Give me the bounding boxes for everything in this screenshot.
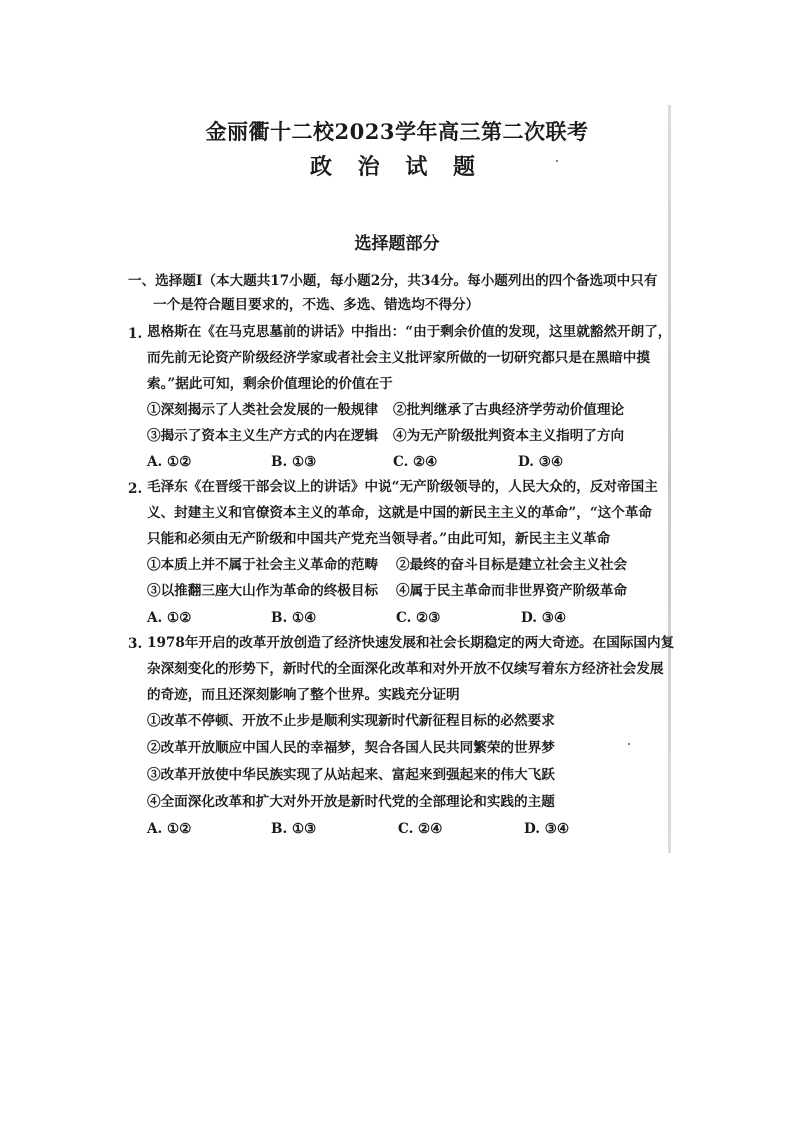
choice-c: C. ②④ (398, 821, 443, 837)
section-title: 选择题部分 (354, 234, 440, 254)
question-stem: 索。”据此可知，剩余价值理论的价值在于 (147, 376, 393, 392)
statement: ②批判继承了古典经济学劳动价值理论 (393, 402, 625, 418)
choice-a: A. ①② (147, 821, 192, 837)
choice-d: D. ③④ (524, 821, 570, 837)
choice-b: B. ①③ (271, 821, 317, 837)
statement: ④为无产阶级批判资本主义指明了方向 (393, 428, 625, 444)
choice-d: D. ③④ (521, 610, 567, 626)
question-number: 3. (128, 636, 143, 652)
scan-edge (668, 105, 671, 853)
instruction-line: 一个是符合题目要求的，不选、多选、错选均不得分） (153, 297, 480, 313)
statement: ③改革开放使中华民族实现了从站起来、富起来到强起来的伟大飞跃 (147, 767, 555, 783)
choice-b: B. ①③ (271, 454, 317, 470)
question-stem: 毛泽东《在晋绥干部会议上的讲话》中说“无产阶级领导的，人民大众的，反对帝国主 (147, 479, 658, 495)
choice-d: D. ③④ (518, 454, 564, 470)
statement: ②最终的奋斗目标是建立社会主义社会 (396, 557, 628, 573)
statement: ④属于民主革命而非世界资产阶级革命 (396, 583, 628, 599)
choice-c: C. ②③ (396, 610, 441, 626)
question-stem: 杂深刻变化的形势下，新时代的全面深化改革和对外开放不仅续写着东方经济社会发展 (147, 661, 664, 677)
statement: ③揭示了资本主义生产方式的内在逻辑 (147, 428, 379, 444)
question-stem: 1978年开启的改革开放创造了经济快速发展和社会长期稳定的两大奇迹。在国际国内复 (147, 635, 675, 651)
statement: ①深刻揭示了人类社会发展的一般规律 (147, 402, 379, 418)
scan-speck (628, 743, 630, 745)
question-number: 1. (128, 326, 143, 342)
subject-title: 政 治 试 题 (310, 154, 484, 180)
statement: ①改革不停顿、开放不止步是顺利实现新时代新征程目标的必然要求 (147, 713, 555, 729)
choice-c: C. ②④ (393, 454, 438, 470)
statement: ③以推翻三座大山作为革命的终极目标 (147, 583, 379, 599)
statement: ④全面深化改革和扩大对外开放是新时代党的全部理论和实践的主题 (147, 794, 555, 810)
statement: ①本质上并不属于社会主义革命的范畴 (147, 557, 379, 573)
choice-a: A. ①② (147, 610, 192, 626)
question-stem: 的奇迹，而且还深刻影响了整个世界。实践充分证明 (147, 687, 460, 703)
question-number: 2. (128, 481, 143, 497)
exam-title: 金丽衢十二校2023学年高三第二次联考 (205, 119, 589, 144)
question-stem: 义、封建主义和官僚资本主义的革命，这就是中国的新民主主义的革命”，“这个革命 (147, 505, 653, 521)
instruction-line: 一、选择题Ⅰ（本大题共17小题，每小题2分，共34分。每小题列出的四个备选项中只有 (128, 273, 658, 289)
question-stem: 恩格斯在《在马克思墓前的讲话》中指出：“由于剩余价值的发现，这里就豁然开朗了， (147, 324, 672, 340)
question-stem: 只能和必须由无产阶级和中国共产党充当领导者。”由此可知，新民主主义革命 (147, 531, 611, 547)
choice-a: A. ①② (147, 454, 192, 470)
question-stem: 而先前无论资产阶级经济学家或者社会主义批评家所做的一切研究都只是在黑暗中摸 (147, 350, 650, 366)
choice-b: B. ①④ (271, 610, 317, 626)
statement: ②改革开放顺应中国人民的幸福梦，契合各国人民共同繁荣的世界梦 (147, 740, 555, 756)
